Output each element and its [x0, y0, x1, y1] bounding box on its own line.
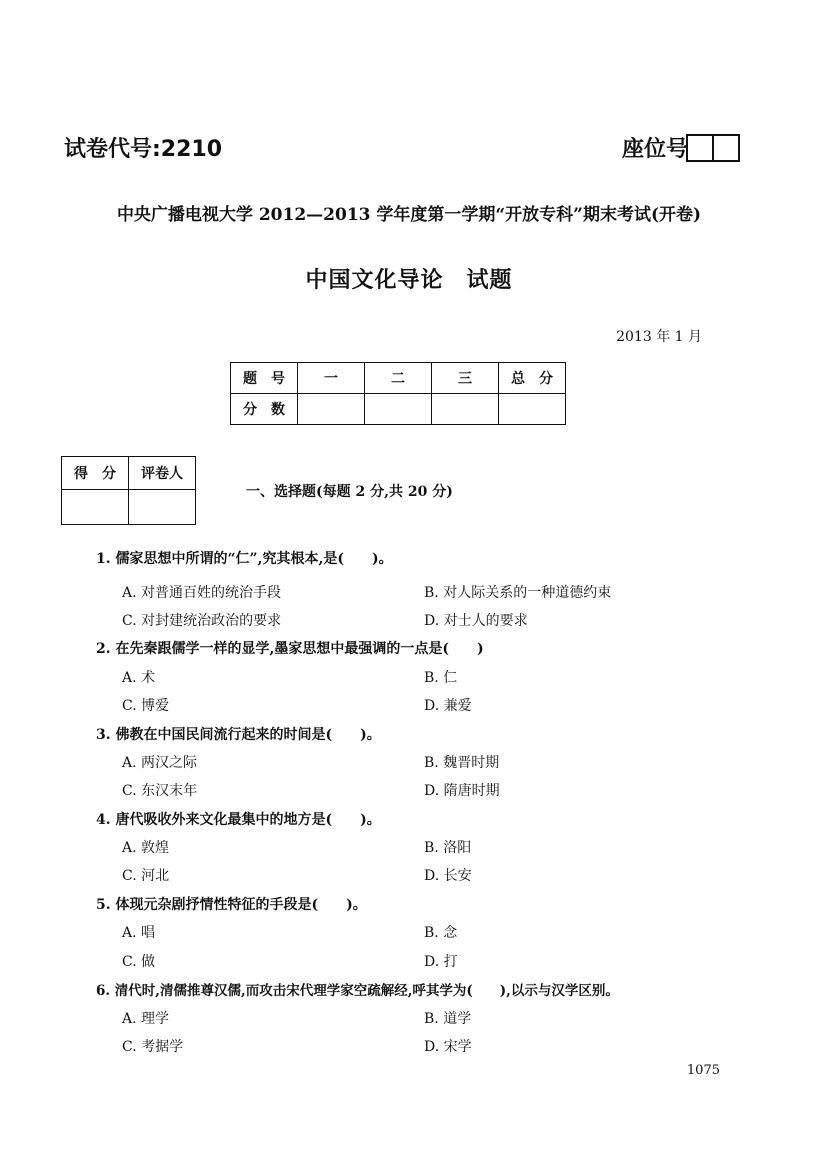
grader-value-row [62, 490, 196, 525]
score-header-total: 总 分 [499, 363, 566, 394]
section-heading: 一、选择题(每题 2 分,共 20 分) [246, 484, 453, 500]
score-header-2: 二 [365, 363, 432, 394]
question-3-option-d[interactable]: D. 隋唐时期 [424, 783, 500, 799]
question-1-option-b[interactable]: B. 对人际关系的一种道德约束 [424, 585, 612, 601]
question-4-option-a[interactable]: A. 敦煌 [122, 840, 170, 856]
paper-code: 试卷代号:2210 [64, 137, 223, 162]
score-table [230, 362, 566, 425]
grader-name-label: 评卷人 [129, 457, 196, 490]
page-number: 1075 [686, 1063, 720, 1078]
question-3: 3. 佛教在中国民间流行起来的时间是( )。 [96, 727, 381, 743]
question-1-option-c[interactable]: C. 对封建统治政治的要求 [122, 613, 282, 629]
score-row-label: 分 数 [231, 394, 298, 425]
question-6-option-d[interactable]: D. 宋学 [424, 1039, 472, 1055]
question-5-option-b[interactable]: B. 念 [424, 925, 458, 941]
question-4-option-c[interactable]: C. 河北 [122, 868, 170, 884]
score-header-3: 三 [432, 363, 499, 394]
score-header-1: 一 [298, 363, 365, 394]
score-header-label: 题 号 [231, 363, 298, 394]
question-5-option-d[interactable]: D. 打 [424, 954, 458, 970]
question-5: 5. 体现元杂剧抒情性特征的手段是( )。 [96, 897, 367, 913]
seat-label: 座位号 [621, 137, 688, 162]
question-5-option-a[interactable]: A. 唱 [122, 925, 156, 941]
score-table-value-row [231, 394, 566, 425]
score-cell-1[interactable] [298, 394, 365, 425]
score-cell-total[interactable] [499, 394, 566, 425]
question-4-option-d[interactable]: D. 长安 [424, 868, 472, 884]
question-6: 6. 清代时,清儒推尊汉儒,而攻击宋代理学家空疏解经,呼其学为( ),以示与汉学区别。 [96, 983, 619, 999]
page-title: 中国文化导论 试题 [305, 268, 513, 293]
seat-number [622, 132, 740, 163]
score-cell-3[interactable] [432, 394, 499, 425]
grader-table [61, 456, 196, 525]
score-table-header-row [231, 363, 566, 394]
question-6-option-a[interactable]: A. 理学 [122, 1011, 170, 1027]
grader-score-cell[interactable] [62, 490, 129, 525]
score-cell-2[interactable] [365, 394, 432, 425]
question-4: 4. 唐代吸收外来文化最集中的地方是( )。 [96, 812, 381, 828]
question-5-option-c[interactable]: C. 做 [122, 954, 156, 970]
seat-box-2[interactable] [712, 134, 740, 162]
question-6-option-b[interactable]: B. 道学 [424, 1011, 472, 1027]
question-3-option-a[interactable]: A. 两汉之际 [122, 755, 198, 771]
question-4-option-b[interactable]: B. 洛阳 [424, 840, 472, 856]
question-1-option-a[interactable]: A. 对普通百姓的统治手段 [122, 585, 282, 601]
exam-header: 中央广播电视大学 2012—2013 学年度第一学期“开放专科”期末考试(开卷) [116, 205, 702, 225]
exam-date: 2013 年 1 月 [616, 329, 702, 345]
question-2-option-d[interactable]: D. 兼爱 [424, 698, 472, 714]
question-2-option-b[interactable]: B. 仁 [424, 670, 458, 686]
grader-header-row [62, 457, 196, 490]
question-1: 1. 儒家思想中所谓的“仁”,究其根本,是( )。 [96, 551, 393, 567]
question-2: 2. 在先秦跟儒学一样的显学,墨家思想中最强调的一点是( ) [96, 641, 484, 657]
question-3-option-b[interactable]: B. 魏晋时期 [424, 755, 500, 771]
question-2-option-a[interactable]: A. 术 [122, 670, 156, 686]
seat-box-1[interactable] [686, 134, 714, 162]
grader-score-label: 得 分 [62, 457, 129, 490]
question-1-option-d[interactable]: D. 对士人的要求 [424, 613, 528, 629]
question-3-option-c[interactable]: C. 东汉末年 [122, 783, 198, 799]
question-6-option-c[interactable]: C. 考据学 [122, 1039, 184, 1055]
grader-name-cell[interactable] [129, 490, 196, 525]
question-2-option-c[interactable]: C. 博爱 [122, 698, 170, 714]
